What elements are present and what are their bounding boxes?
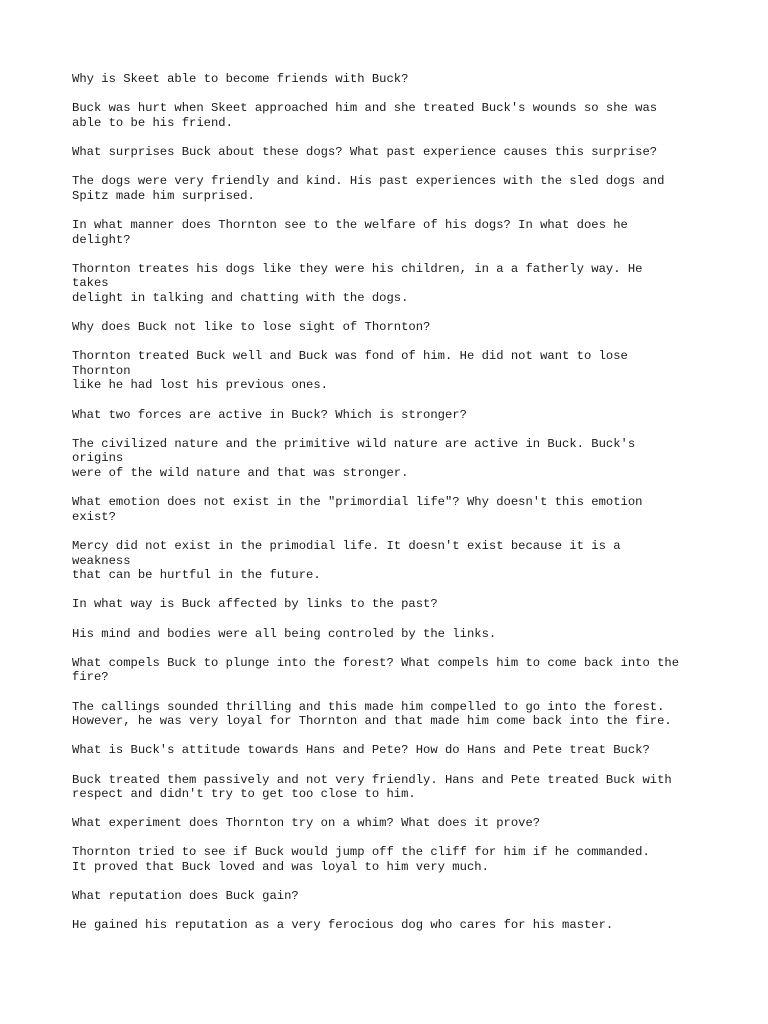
answer-9: Buck treated them passively and not very friendly. Hans and Pete treated Buck with respect and didn't try to get too close to him.: [72, 772, 672, 802]
question-10: What experiment does Thornton try on a whim? What does it prove?: [72, 816, 541, 831]
answer-5: The civilized nature and the primitive wild nature are active in Buck. Buck's origins were of the wild nature and that was stronger.: [72, 436, 636, 481]
answer-8: The callings sounded thrilling and this made him compelled to go into the forest. However, he was very loyal for Thornton and that made him come back into the fire.: [72, 699, 672, 729]
answer-3: Thornton treates his dogs like they were his children, in a a fatherly way. He takes delight in talking and chatting with the dogs.: [72, 261, 643, 305]
question-2: What surprises Buck about these dogs? What past experience causes this surprise?: [72, 144, 658, 159]
answer-6: Mercy did not exist in the primodial life. It doesn't exist because it is a weakness that can be hurtful in the future.: [72, 539, 621, 583]
question-4: Why does Buck not like to lose sight of Thornton?: [72, 320, 431, 335]
question-3: In what manner does Thornton see to the welfare of his dogs? In what does he delight?: [72, 217, 628, 247]
answer-4: Thornton treated Buck well and Buck was fond of him. He did not want to lose Thornton like he had lost his previous ones.: [72, 349, 628, 393]
question-1: Why is Skeet able to become friends with Buck?: [72, 72, 409, 86]
question-9: What is Buck's attitude towards Hans and Pete? How do Hans and Pete treat Buck?: [72, 743, 650, 758]
question-5: What two forces are active in Buck? Which is stronger?: [72, 407, 467, 422]
answer-10: Thornton tried to see if Buck would jump off the cliff for him if he commanded. It proved that Buck loved and was loyal to him very much.: [72, 845, 650, 875]
question-6: What emotion does not exist in the "primordial life"? Why doesn't this emotion exist?: [72, 495, 643, 524]
answer-1: Buck was hurt when Skeet approached him and she treated Buck's wounds so she was able to be his friend.: [72, 101, 658, 130]
question-8: What compels Buck to plunge into the forest? What compels him to come back into the fire?: [72, 655, 680, 685]
answer-7: His mind and bodies were all being controled by the links.: [72, 626, 497, 641]
question-11: What reputation does Buck gain?: [72, 889, 299, 904]
question-7: In what way is Buck affected by links to the past?: [72, 597, 438, 612]
answer-2: The dogs were very friendly and kind. His past experiences with the sled dogs and Spitz made him surprised.: [72, 174, 665, 203]
answer-11: He gained his reputation as a very ferocious dog who cares for his master.: [72, 918, 614, 933]
